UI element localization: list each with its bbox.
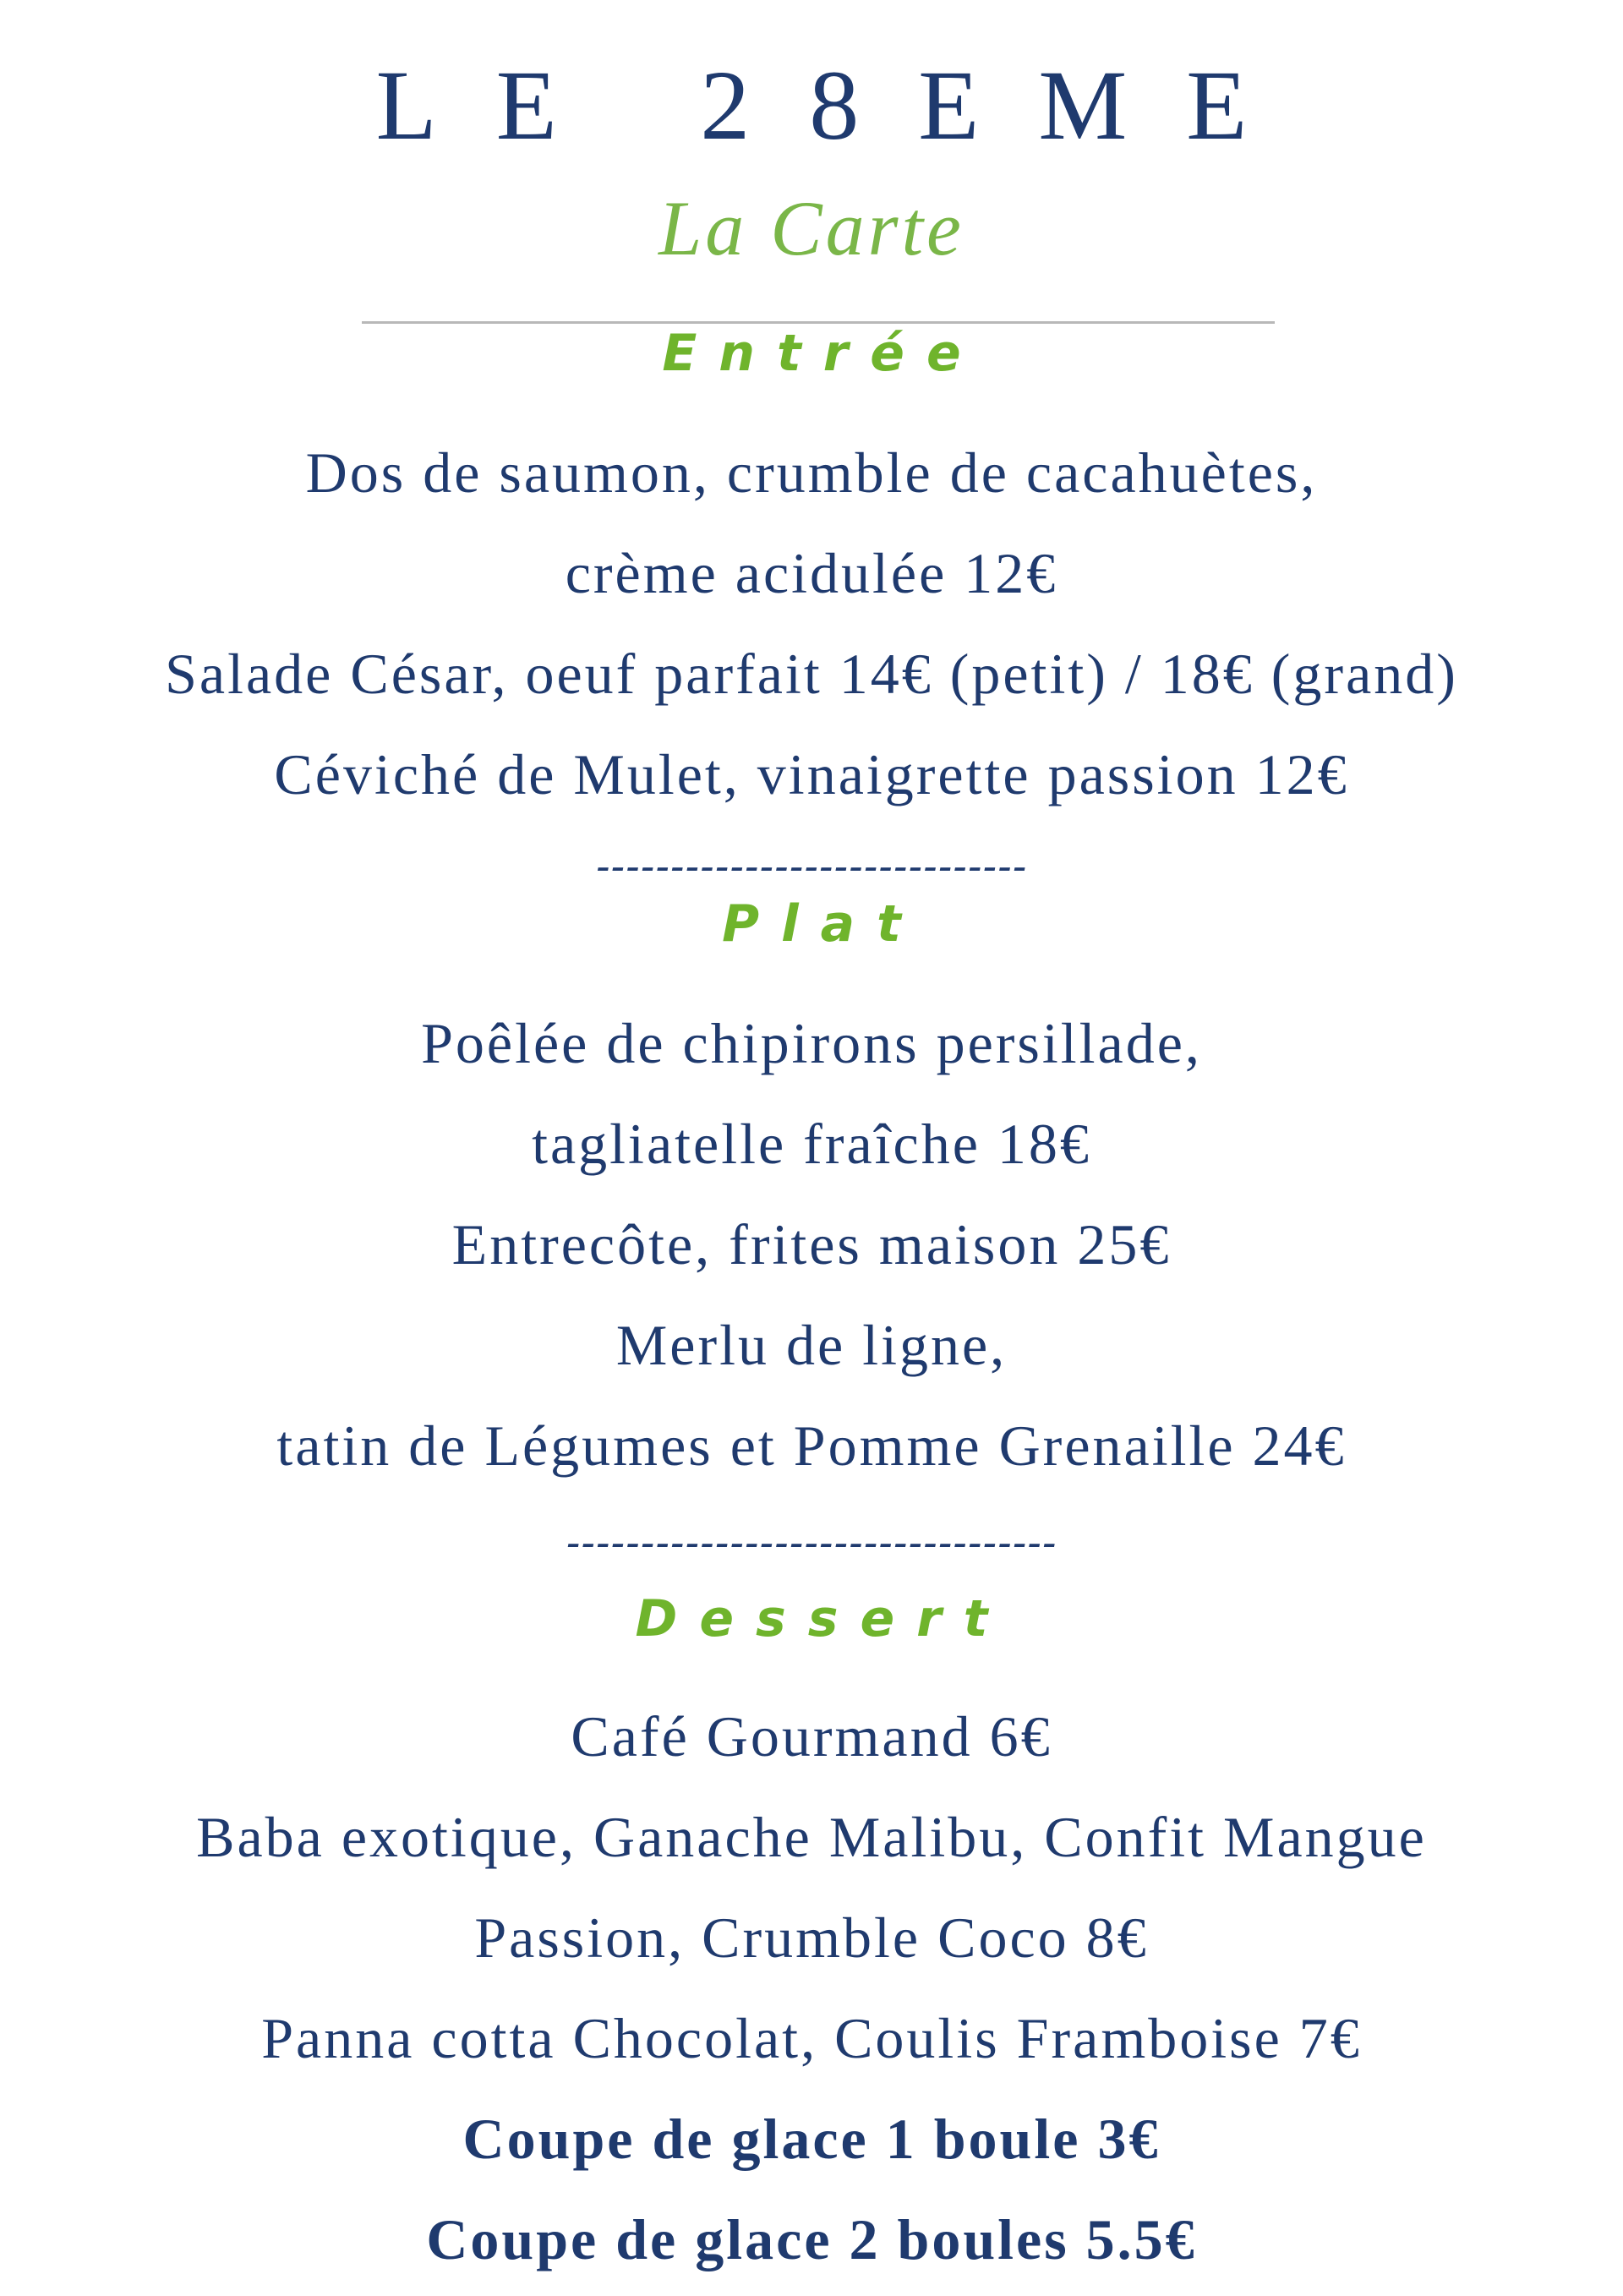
menu-item: tagliatelle fraîche 18€ <box>532 1112 1091 1176</box>
section-heading-entree: Entrée <box>662 324 983 383</box>
menu-item: Dos de saumon, crumble de cacahuètes, <box>305 440 1318 505</box>
section-heading-plat: Plat <box>722 894 923 954</box>
menu-item: Entrecôte, frites maison 25€ <box>451 1212 1172 1276</box>
menu-item: Merlu de ligne, <box>615 1313 1008 1377</box>
entree-item-list <box>0 423 1623 825</box>
plat-item-list <box>0 993 1623 1496</box>
restaurant-title: LE 28EME <box>375 50 1307 161</box>
section-separator: ----------------------------- <box>595 844 1028 889</box>
dessert-item-list <box>0 1686 1623 2290</box>
menu-item: Salade César, oeuf parfait 14€ (petit) / 18€ (grand) <box>165 642 1458 706</box>
menu-item: Poêlée de chipirons persillade, <box>421 1011 1202 1075</box>
menu-item: Café Gourmand 6€ <box>571 1704 1052 1768</box>
menu-item: Coupe de glace 2 boules 5.5€ <box>426 2207 1197 2271</box>
menu-item: tatin de Légumes et Pomme Grenaille 24€ <box>276 1413 1347 1478</box>
section-heading-dessert: Dessert <box>635 1589 1010 1648</box>
menu-item: Céviché de Mulet, vinaigrette passion 12€ <box>274 742 1349 806</box>
menu-item: Coupe de glace 1 boule 3€ <box>462 2107 1161 2171</box>
menu-item: crème acidulée 12€ <box>565 541 1058 605</box>
menu-item: Panna cotta Chocolat, Coulis Framboise 7€ <box>261 2006 1362 2070</box>
menu-item: Baba exotique, Ganache Malibu, Confit Mangue <box>196 1805 1427 1869</box>
menu-subtitle: La Carte <box>658 185 965 271</box>
menu-item: Passion, Crumble Coco 8€ <box>474 1905 1149 1970</box>
section-separator: --------------------------------- <box>566 1520 1057 1566</box>
